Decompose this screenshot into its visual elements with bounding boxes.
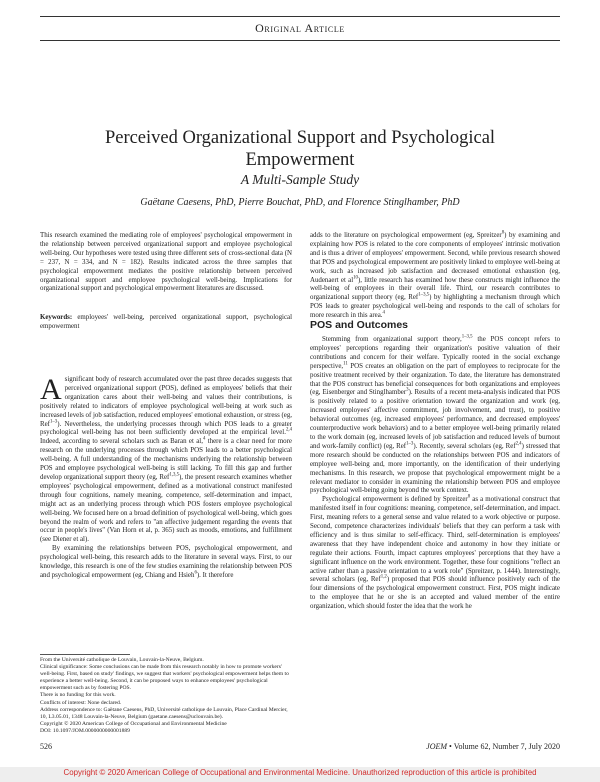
footnote-funding: There is no funding for this work. — [40, 692, 116, 699]
article-subtitle: A Multi-Sample Study — [240, 172, 360, 187]
journal-name: JOEM — [426, 742, 448, 751]
footnote-rule — [40, 654, 130, 655]
intro-paragraph-2: By examining the relationships between POS, psychological empowerment, and psychological well-being, this research adds to the literature in several ways. First, to our knowledge, this research is one of the few studies examining the relationship between POS and psychological empowerment (eg, Chiang and Hsieh$^6$). It therefore — [40, 545, 292, 579]
footnote-clinical-significance: Clinical significance: Some conclusions can be made from this research notably in how to promote workers' well-being. First, based on study' findings, we suggest that workers' psychological empowerment helps them to experience a better well-being. Second, it can be proposed ways to enhance employees' psychological empowerment such as by fostering POS. — [40, 664, 289, 692]
pos-paragraph-1: Stemming from organizational support theory,$^{1-3,5}$ the POS concept refers to employees' perceptions regarding their organization's positive valuation of their contributions and concern for their welfare. Typically rooted in the social exchange perspective,$^{11}$ POS creates an obligation on the part of employees to reciprocate for the positive treatment received by their organization. To date, the literature has demonstrated that the POS construct has beneficial consequences for both organizations and employees (eg, Eisenberger and Stinglhamber$^3$). Results of a recent meta-analysis indicated that POS is positively related to a positive orientation toward the organization and work (eg, increased employees' affective commitment, job involvement, and trust), to positive behavioral outcomes (eg, increased employees' performance, and decreased employees' counterproductive work behaviors) and to a better employee well-being primarily related to the work domain (eg, increased levels of job satisfaction and reduced levels of burnout and work-family conflict) (eg, Ref$^{1-3}$). Recently, several scholars (eg, Ref$^{2,4}$) stressed that more research should be conducted on the relationships between POS and indicators of employee well-being and, more importantly, on the identification of their underlying mechanisms. In this research, we propose that psychological empowerment might be a relevant mediator to consider in examining the relationship between POS and employee psychological well-being going beyond the work context. — [310, 334, 561, 495]
journal-footer — [426, 742, 560, 751]
footnote-doi: DOI: 10.1097/JOM.0000000000001889 — [40, 727, 130, 734]
article-title: Perceived Organizational Support and Psychological Empowerment — [104, 128, 496, 170]
body-left-column — [40, 373, 292, 581]
header-rule-top — [40, 16, 560, 17]
author-list: Gaëtane Caesens, PhD, Pierre Bouchat, PhD, and Florence Stinglhamber, PhD — [140, 197, 460, 208]
section-heading: POS and Outcomes — [310, 319, 409, 331]
keywords-text: employees' well-being, perceived organizational support, psychological empowerment — [40, 314, 292, 330]
intro-paragraph-1 — [40, 373, 292, 545]
footnote-correspondence: Address correspondence to: Gaëtane Caesens, PhD, Université catholique de Louvain, Place Cardinal Mercier, 10, L3.05.01, 1348 Louvain-la-Neuve, Belgium (gaetane.caesens@uclouvain.be). — [40, 706, 288, 720]
article-type-label: Original Article — [255, 21, 345, 35]
footnote-affiliation: From the Université catholique de Louvain, Louvain-la-Neuve, Belgium. — [40, 657, 204, 663]
body-right-column — [310, 336, 560, 612]
journal-issue: • Volume 62, Number 7, July 2020 — [449, 742, 560, 751]
pos-paragraph-2: Psychological empowerment is defined by Spreitzer$^8$ as a motivational construct that manifested itself in four cognitions: meaning, competence, self-determination, and impact. First, meaning refers to a general sense and value related to a work objective or purpose. Second, competence characterizes individuals' beliefs that they can perform a task with efficiency and is thus similar to self-efficacy. Third, self-determination is employees' awareness that they have independent choice and autonomy in how they initiate or regulate their actions. Fourth, impact captures employees' perceptions that they have a significant influence on the work environment. Together, these four cognitions "reflect an active rather than a passive orientation to a work role" (Spreitzer, p. 1444). Interestingly, several scholars (eg, Ref$^{1,2}$) proposed that POS should influence positively each of the four dimensions of the psychological empowerment construct. First, POS might indicate to the employee that he or she is an accepted and valued member of the entire organization, which should foster the idea that the work he — [310, 495, 560, 611]
keywords-label: Keywords: — [40, 314, 73, 321]
copyright-notice: Copyright © 2020 American College of Occupational and Environmental Medicine. Unauthorized reproduction of this article is prohibited — [63, 768, 537, 777]
keywords — [40, 314, 292, 332]
page-number: 526 — [40, 742, 52, 751]
footnote-copyright: Copyright © 2020 American College of Occupational and Environmental Medicine — [40, 720, 227, 727]
drop-cap: A — [40, 373, 62, 406]
footnotes — [40, 657, 292, 735]
intro-paragraph-1-text: significant body of research accumulated over the past three decades suggests that perceived organizational support (POS), defined as employees' beliefs that their organization cares about their well-being and values their contributions, is positively related to indicators of employee psychological well-being at work such as increased levels of job satisfaction, reduced employees' emotional exhaustion, or stress (eg, Ref$^{1-3}$). Nevertheless, the underlying processes through which POS leads to a greater psychological well-being has not been sufficiently developed at the empirical level.$^{2,4}$ Indeed, according to several scholars such as Baran et al,$^4$ there is a clear need for more research on the underlying processes through which POS leads to a better psychological well-being. A full understanding of the mechanisms underlying the relationship between POS and employee psychological well-being is still lacking. To fill this gap and further develop organizational support theory (eg, Ref$^{1,3,5}$), the present research examines whether employees' psychological empowerment, defined as a motivational construct manifested through four cognitions, namely meaning, competence, self-determination and impact, might act as an underlying process through which POS fosters employee psychological well-being. We focused here on a broad definition of psychological well-being, which goes beyond the realm of work and refers to "an affective judgement regarding the events that occur in people's lives" (Van Horn et al, p. 365) such as moods, emotions, and fulfillment (see Diener et al). — [40, 376, 292, 544]
abstract — [40, 232, 292, 294]
footnote-conflicts: Conflicts of interest: None declared. — [40, 699, 122, 706]
abstract-text: This research examined the mediating role of employees' psychological empowerment in the relationship between perceived organizational support and employee psychological well-being. Our hypotheses were tested using three different sets of cross-sectional data (N = 237, N = 334, and N = 182). Results indicated across the three samples that psychological empowerment mediates the positive relationship between perceived organizational support and employee psychological well-being. Implications for organizational support and psychological empowerment literatures are discussed. — [40, 232, 292, 293]
header-rule-bottom — [40, 40, 560, 41]
body-right-top — [310, 232, 560, 321]
continuation-paragraph: adds to the literature on psychological empowerment (eg, Spreitzer$^8$) by examining and explaining how POS is related to the core components of employees' intrinsic motivation and is thus a driver of employees' empowerment. Second, while previous research showed that POS and psychological empowerment are positively linked to employee well-being at work, such as increased job satisfaction and decreased emotional exhaustion (eg, Audenaert et $al^{10}$), little research has examined how these constructs might influence the well-being of employees in their overall life. Third, our research contributes to organizational support theory (eg, Ref$^{1-3,5}$) by highlighting a mechanism through which POS leads to greater psychological well-being and responds to the call of scholars for more research in this area.$^4$ — [310, 230, 560, 320]
